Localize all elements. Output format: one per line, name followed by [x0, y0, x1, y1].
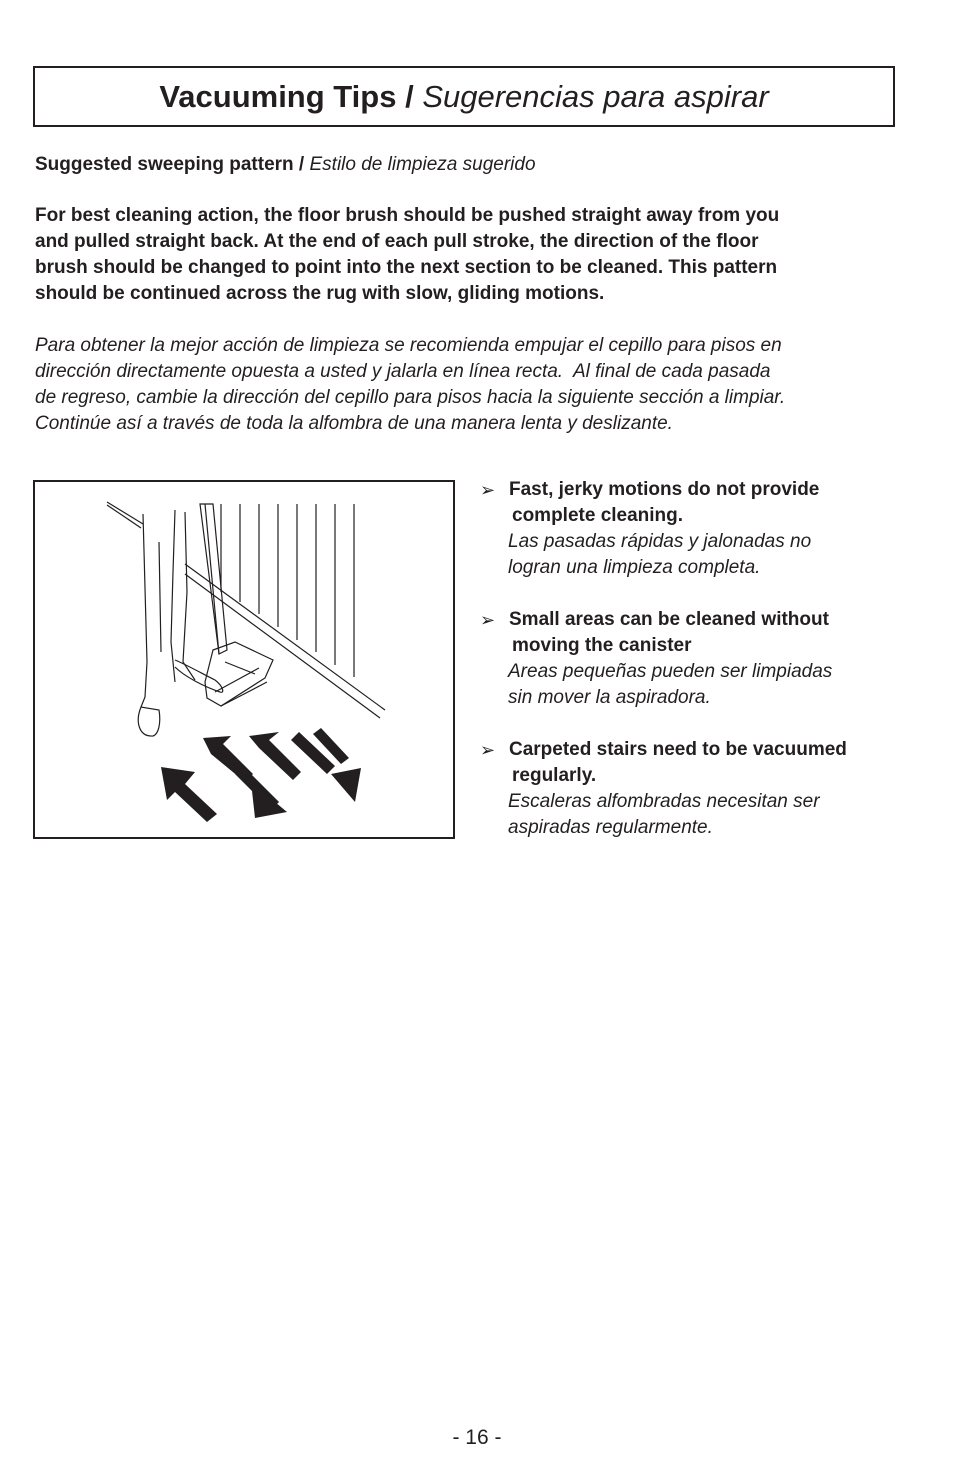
tip-spanish: logran una limpieza completa. [508, 557, 761, 578]
tip-english: regularly. [512, 765, 597, 786]
tips-list [480, 477, 920, 867]
paragraph-line: should be continued across the rug with slow, gliding motions. [35, 283, 605, 304]
list-item [480, 737, 920, 841]
tip-english: Fast, jerky motions do not provide [509, 479, 820, 500]
paragraph-line: For best cleaning action, the floor brush should be pushed straight away from you [35, 205, 780, 226]
vacuum-sweeping-pattern-illustration [33, 480, 455, 839]
tip-spanish: Areas pequeñas pueden ser limpiadas [508, 661, 833, 682]
paragraph-line: brush should be changed to point into the next section to be cleaned. This pattern [35, 257, 778, 278]
tip-spanish: Las pasadas rápidas y jalonadas no [508, 531, 812, 552]
title-separator: / [396, 78, 423, 114]
paragraph-line: de regreso, cambie la dirección del cepillo para pisos hacia la siguiente sección a limpiar. [35, 387, 786, 408]
tip-english: complete cleaning. [512, 505, 684, 526]
subheading-english: Suggested sweeping pattern [35, 154, 294, 175]
subheading-separator: / [293, 154, 310, 175]
list-item [480, 477, 920, 581]
subheading-spanish: Estilo de limpieza sugerido [309, 154, 536, 175]
instructions-spanish [35, 333, 915, 437]
title-spanish: Sugerencias para aspirar [422, 78, 769, 114]
paragraph-line: Para obtener la mejor acción de limpieza se recomienda empujar el cepillo para pisos en [35, 335, 782, 356]
tip-english: Carpeted stairs need to be vacuumed [509, 739, 847, 760]
paragraph-line: Continúe así a través de toda la alfombra de una manera lenta y deslizante. [35, 413, 673, 434]
title-english: Vacuuming Tips [159, 78, 397, 114]
tip-english: moving the canister [512, 635, 692, 656]
tip-english: Small areas can be cleaned without [509, 609, 829, 630]
page-title [33, 66, 895, 127]
bullet-arrow-icon: ➢ [480, 740, 496, 760]
section-subheading [35, 152, 536, 178]
paragraph-line: and pulled straight back. At the end of each pull stroke, the direction of the floor [35, 231, 759, 252]
page-number: - 16 - [452, 1426, 502, 1449]
instructions-english [35, 203, 905, 307]
paragraph-line: dirección directamente opuesta a usted y jalarla en línea recta. Al final de cada pasada [35, 361, 771, 382]
tip-spanish: aspiradas regularmente. [508, 817, 713, 838]
bullet-arrow-icon: ➢ [480, 610, 496, 630]
list-item [480, 607, 920, 711]
bullet-arrow-icon: ➢ [480, 480, 496, 500]
sweeping-illustration-icon [35, 482, 453, 837]
tip-spanish: Escaleras alfombradas necesitan ser [508, 791, 820, 812]
tip-spanish: sin mover la aspiradora. [508, 687, 711, 708]
